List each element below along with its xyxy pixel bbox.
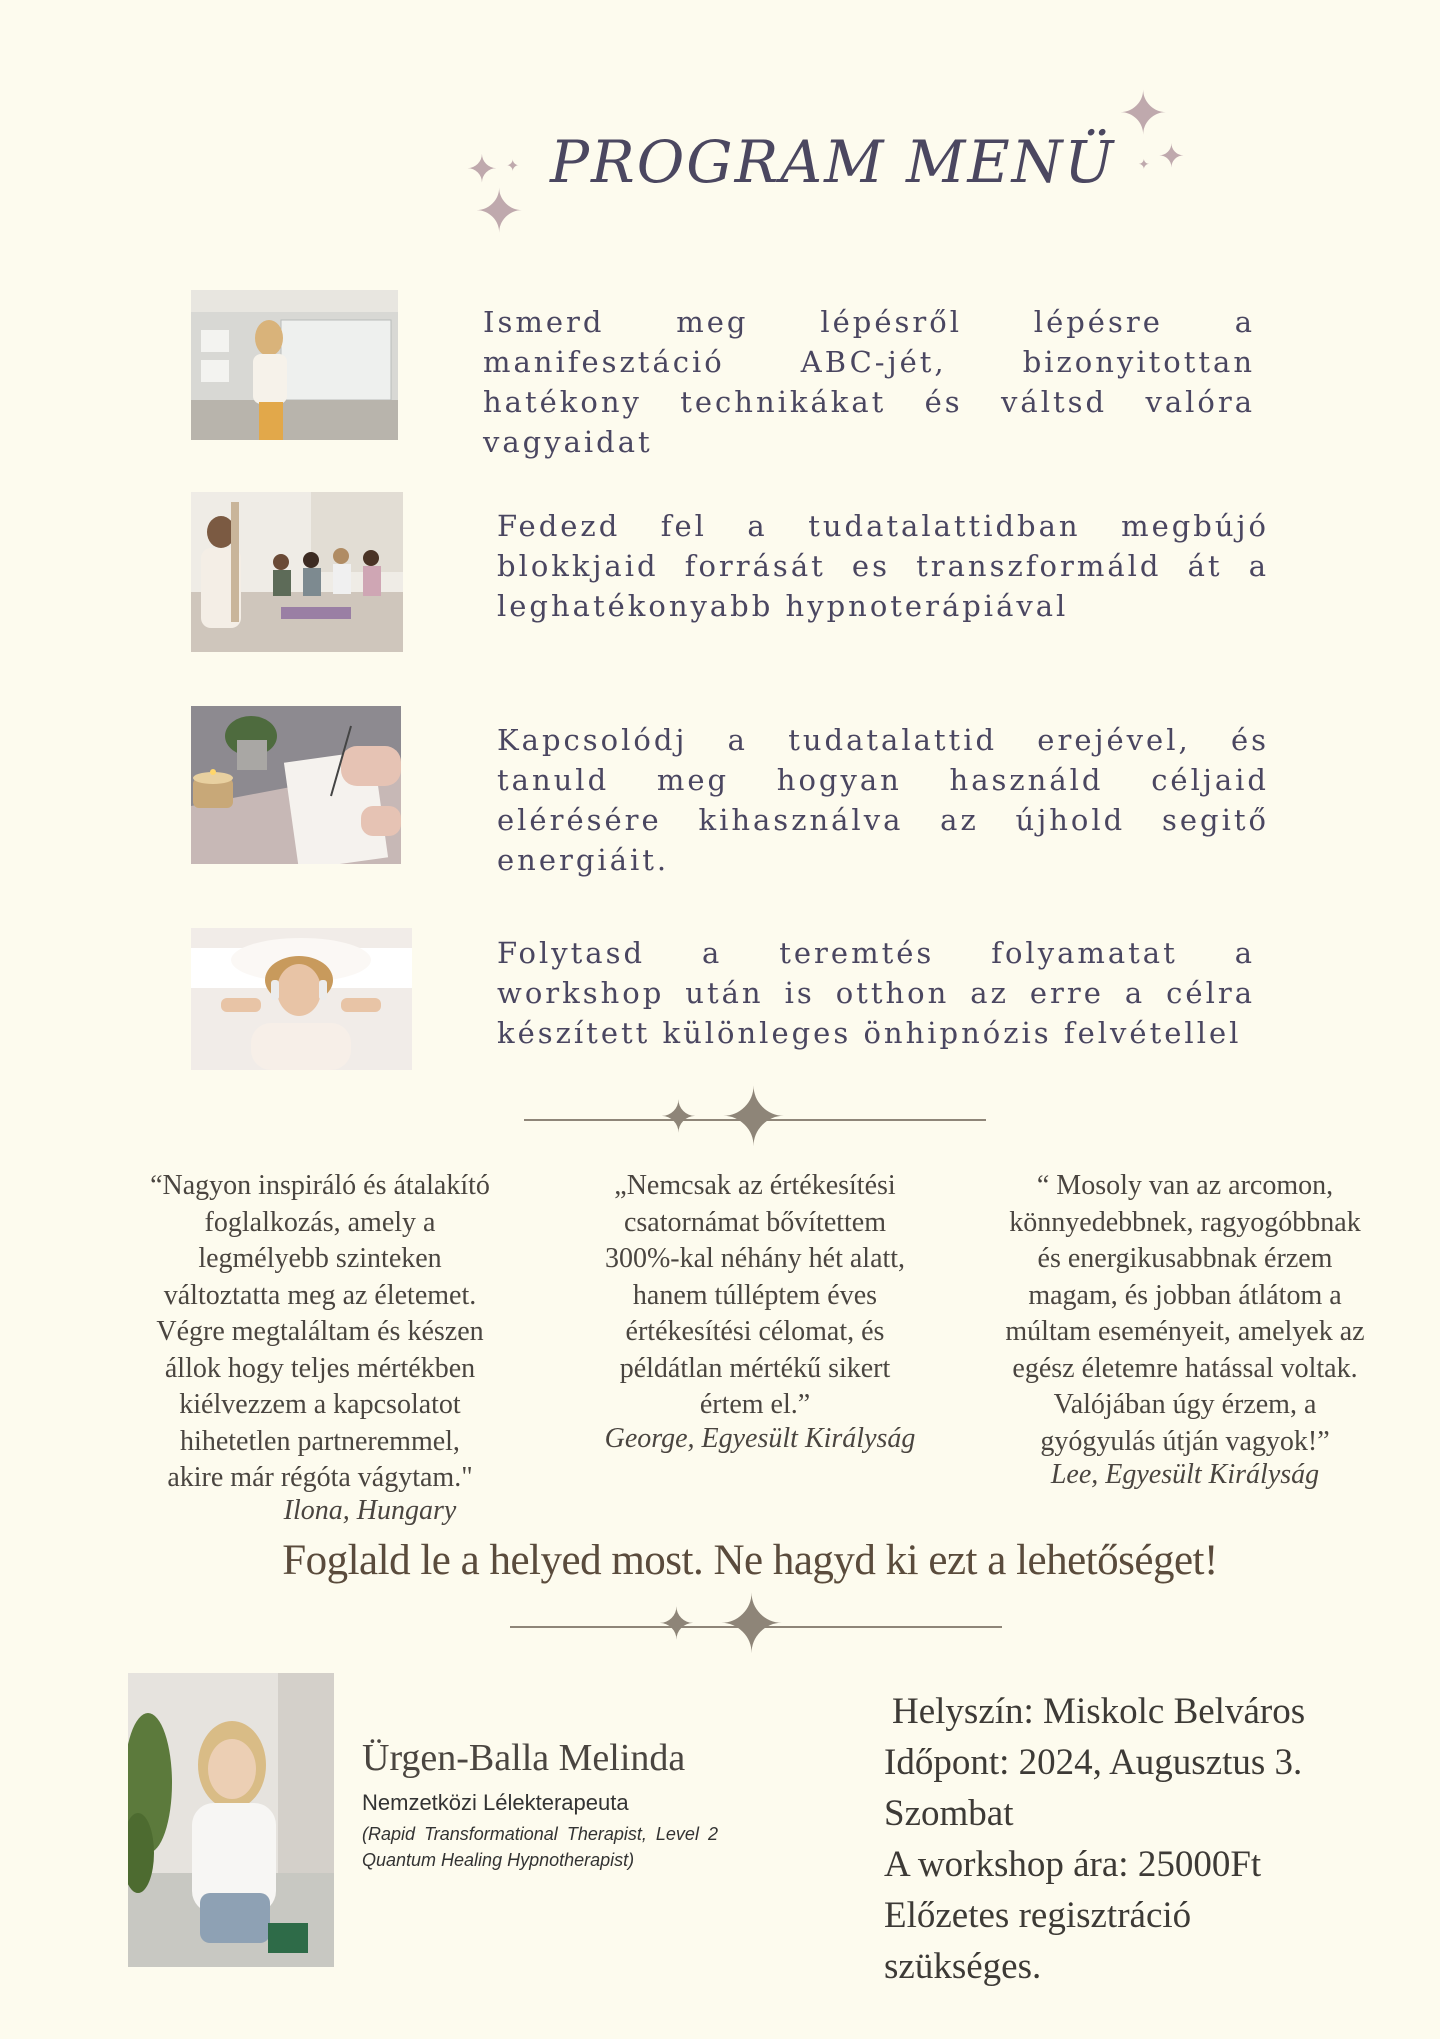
presenter-credentials: (Rapid Transformational Therapist, Level 2 Quantum Healing Hypnotherapist) [362, 1824, 718, 1870]
sparkle-icon: ✦ [660, 1092, 697, 1143]
event-price: A workshop ára: 25000Ft [884, 1844, 1262, 1885]
program-item-text: Ismerd meg lépésről lépésre a manifesztáció ABC-jét, bizonyitottan hatékony technikákat és váltsd valóra vagyaidat [483, 305, 1255, 459]
sparkle-icon: ✦ [658, 1599, 695, 1650]
relaxing-headphones-photo [191, 928, 412, 1070]
presentation-photo [191, 290, 398, 440]
presenter-name: Ürgen-Balla Melinda [362, 1737, 686, 1779]
sparkle-icon: ✦ [1138, 157, 1150, 173]
sparkle-icon: ✦ [1118, 79, 1169, 149]
sparkle-icon: ✦ [718, 1578, 786, 1671]
testimonial-3: “ Mosoly van az arcomon, könnyedebbnek, ragyogóbbnak és energikusabbnak érzem magam, és jobban átlátom a múltam eseményeit, amelyek az egész életemre hatással voltak. Valójában úgy érzem, a gyógyulás útján vagyok!” [1005, 1170, 1365, 1457]
presenter-role: Nemzetközi Lélekterapeuta [362, 1790, 629, 1815]
testimonial-2: „Nemcsak az értékesítési csatornámat bővítettem 300%-kal néhány hét alatt, hanem túlléptem éves értékesítési célomat, és példátlan mértékű sikert értem el.” [604, 1170, 906, 1420]
group-session-photo [191, 492, 403, 652]
page-title: PROGRAM MENÜ [550, 128, 1116, 196]
sparkle-icon: ✦ [720, 1071, 788, 1164]
event-date: Időpont: 2024, Augusztus 3. [884, 1742, 1303, 1783]
sparkle-icon: ✦ [466, 147, 498, 191]
testimonial-author: George, Egyesült Királyság [604, 1423, 916, 1454]
event-registration: Előzetes regisztráció [884, 1895, 1192, 1936]
sparkle-icon: ✦ [1158, 137, 1185, 175]
sparkle-icon: ✦ [474, 177, 525, 247]
event-info [884, 1686, 1354, 1992]
testimonial-1: “Nagyon inspiráló és átalakító foglalkozás, amely a legmélyebb szinteken változtatta meg az életemet. Végre megtaláltam és készen állok hogy teljes mértékben kiélvezzem a kapcsolatot hihetetlen partneremmel, akire már régóta vágytam." [150, 1170, 490, 1493]
testimonial-author: Lee, Egyesült Királyság [1050, 1459, 1320, 1490]
testimonial-author: Ilona, Hungary [283, 1495, 457, 1526]
program-item-text: Folytasd a teremtés folyamatat a workshop után is otthon az erre a célra készített különleges önhipnózis felvétellel [497, 936, 1255, 1050]
cta-text: Foglald le a helyed most. Ne hagyd ki ezt a lehetőséget! [282, 1537, 1218, 1584]
event-day: Szombat [884, 1793, 1014, 1834]
sparkle-icon: ✦ [506, 156, 520, 175]
journaling-candle-photo [191, 706, 401, 864]
program-item-text: Fedezd fel a tudatalattidban megbújó blokkjaid forrását es transzformáld át a leghatékonyabb hypnoterápiával [497, 509, 1269, 623]
presenter-photo [128, 1673, 334, 1967]
program-item-text: Kapcsolódj a tudatalattid erejével, és tanuld meg hogyan használd céljaid elérésére kihasználva az újhold segitő energiáit. [497, 723, 1269, 877]
event-location: Helyszín: Miskolc Belváros [892, 1691, 1306, 1732]
event-registration: szükséges. [884, 1946, 1042, 1987]
